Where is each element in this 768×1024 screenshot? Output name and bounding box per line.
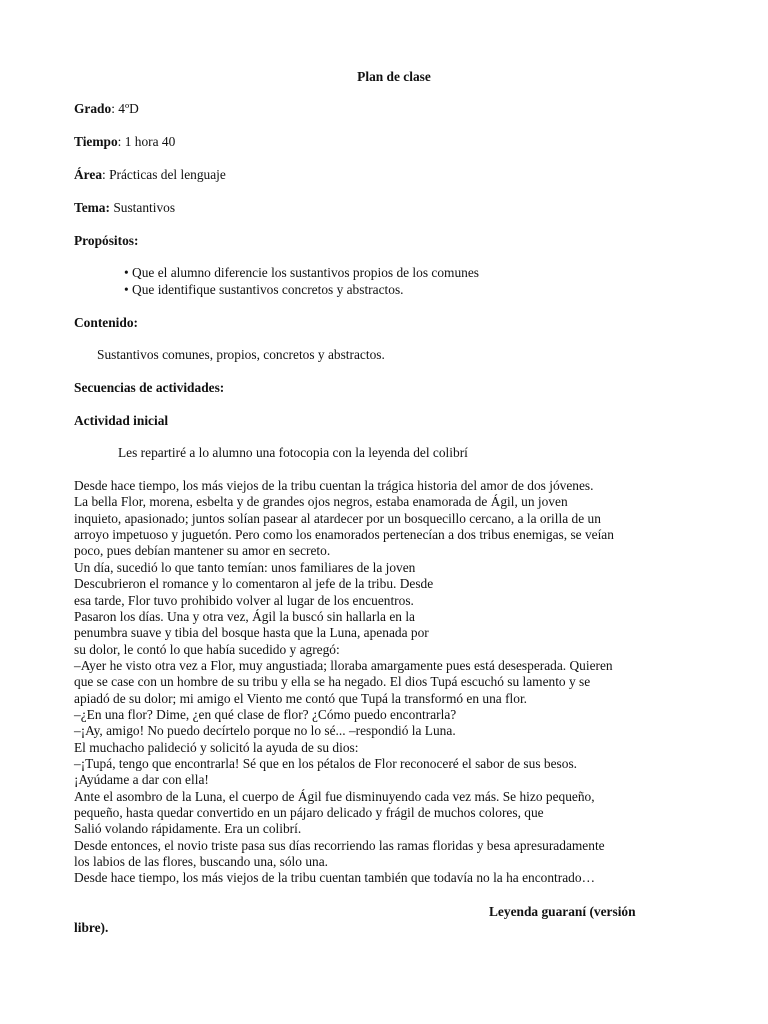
story-line: penumbra suave y tibia del bosque hasta que la Luna, apenada por	[74, 625, 429, 641]
field-grado-value: : 4ºD	[111, 101, 139, 116]
story-line: Pasaron los días. Una y otra vez, Ágil la buscó sin hallarla en la	[74, 608, 415, 624]
story-line: Salió volando rápidamente. Era un colibrí.	[74, 821, 302, 837]
field-grado-label: Grado	[74, 101, 112, 116]
propositos-heading: Propósitos:	[74, 233, 139, 248]
story-line: –¡Ay, amigo! No puedo decírtelo porque no lo sé... –respondió la Luna.	[74, 723, 456, 739]
story-line: inquieto, apasionado; juntos solían pasear al atardecer por un bosquecillo cercano, a la orilla de un	[74, 510, 601, 526]
story-line: pequeño, hasta quedar convertido en un pájaro delicado y frágil de muchos colores, que	[74, 805, 544, 820]
story-line: –Ayer he visto otra vez a Flor, muy angustiada; lloraba amargamente pues está desesperada. Quieren	[74, 657, 613, 673]
contenido-text: Sustantivos comunes, propios, concretos y abstractos.	[97, 347, 385, 362]
story-line: Ante el asombro de la Luna, el cuerpo de Ágil fue disminuyendo cada vez más. Se hizo pequeño,	[74, 788, 595, 804]
actividad-inicial-heading: Actividad inicial	[74, 413, 169, 428]
field-tema-value: Sustantivos	[109, 200, 176, 215]
story-line: Un día, sucedió lo que tanto temían: unos familiares de la joven	[74, 559, 416, 575]
story-line: Desde entonces, el novio triste pasa sus días recorriendo las ramas floridas y besa apresuradamente	[74, 837, 605, 853]
field-area	[74, 167, 226, 183]
story-line: apiadó de su dolor; mi amigo el Viento me contó que Tupá la transformó en una flor.	[74, 690, 528, 706]
story-line: esa tarde, Flor tuvo prohibido volver al lugar de los encuentros.	[74, 592, 414, 608]
actividad-inicial-intro: Les repartiré a lo alumno una fotocopia con la leyenda del colibrí	[118, 445, 468, 460]
page-title: Plan de clase	[357, 69, 431, 84]
field-area-value: : Prácticas del lenguaje	[102, 167, 226, 182]
field-grado	[74, 101, 139, 117]
story-line: su dolor, le contó lo que había sucedido y agregó:	[74, 641, 340, 657]
proposito-item: • Que el alumno diferencie los sustantivos propios de los comunes	[124, 265, 480, 280]
source-line-2: libre).	[74, 920, 109, 935]
story-line: Desde hace tiempo, los más viejos de la tribu cuentan la trágica historia del amor de dos jóvenes.	[74, 478, 594, 493]
field-area-label: Área	[74, 167, 103, 182]
story-line: –¡Tupá, tengo que encontrarla! Sé que en los pétalos de Flor reconoceré el sabor de sus besos.	[74, 756, 577, 771]
story-line: arroyo impetuoso y juguetón. Pero como los enamorados pertenecían a dos tribus enemigas, se veían	[74, 527, 614, 542]
story-line: que se case con un hombre de su tribu y ella se ha negado. El dios Tupá escuchó su lamento y se	[74, 674, 591, 690]
field-tiempo-value: : 1 hora 40	[117, 134, 176, 149]
story-line: La bella Flor, morena, esbelta y de grandes ojos negros, estaba enamorada de Ágil, un joven	[74, 494, 568, 510]
story-line: Desde hace tiempo, los más viejos de la tribu cuentan también que todavía no la ha encontrado…	[74, 870, 595, 886]
story-line: ¡Ayúdame a dar con ella!	[74, 772, 209, 788]
contenido-heading: Contenido:	[74, 315, 138, 330]
field-tiempo-label: Tiempo	[74, 134, 118, 149]
story-line: poco, pues debían mantener su amor en secreto.	[74, 543, 331, 559]
story-line: –¿En una flor? Dime, ¿en qué clase de flor? ¿Cómo puedo encontrarla?	[74, 706, 457, 722]
story-line: los labios de las flores, buscando una, sólo una.	[74, 854, 329, 869]
field-tema	[74, 200, 175, 216]
field-tema-label: Tema:	[74, 200, 110, 215]
secuencias-heading: Secuencias de actividades:	[74, 380, 225, 395]
source-line-1: Leyenda guaraní (versión	[489, 904, 636, 919]
story-line: Descubrieron el romance y lo comentaron al jefe de la tribu. Desde	[74, 576, 434, 592]
field-tiempo	[74, 134, 175, 150]
proposito-item: • Que identifique sustantivos concretos y abstractos.	[124, 282, 404, 297]
story-line: El muchacho palideció y solicitó la ayuda de su dios:	[74, 739, 359, 755]
